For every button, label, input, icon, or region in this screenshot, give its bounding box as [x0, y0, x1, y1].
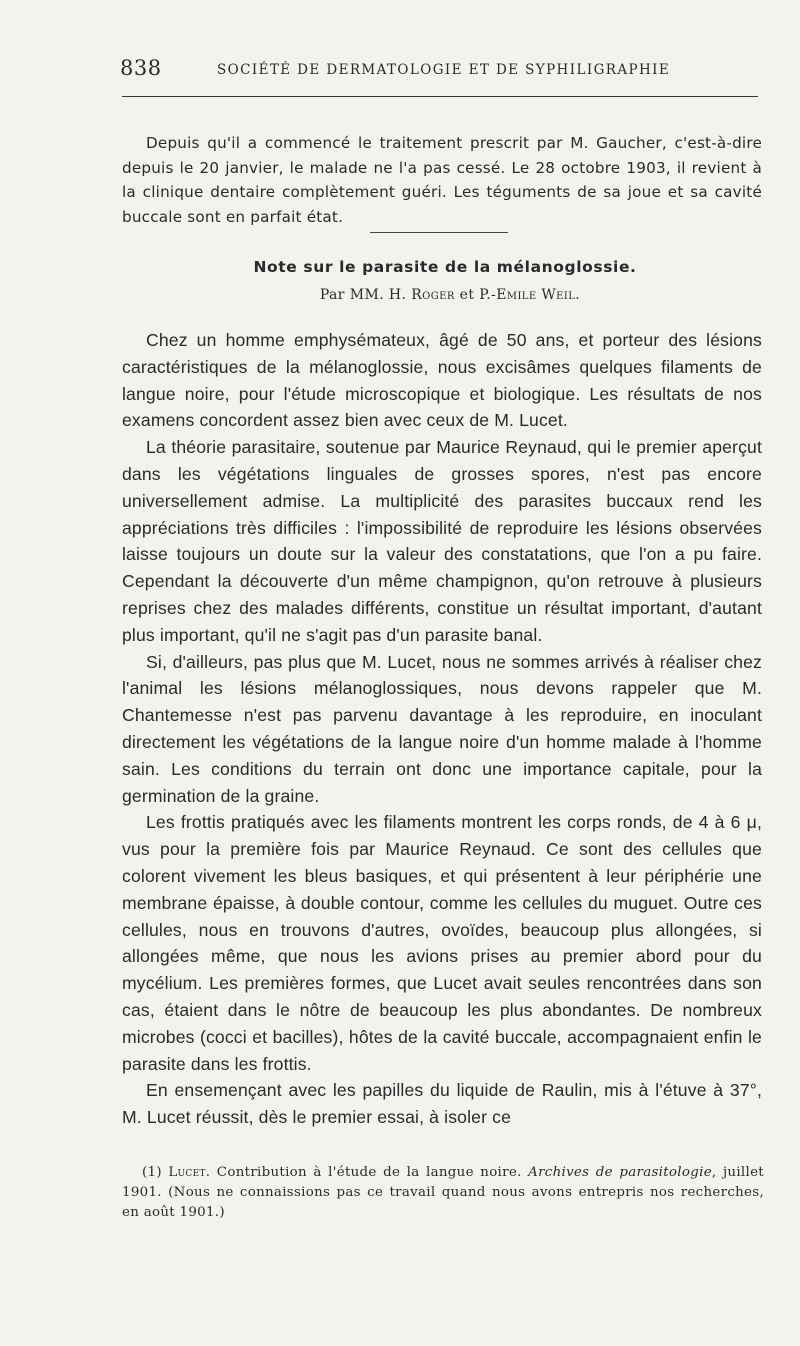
- running-title: SOCIÉTÉ DE DERMATOLOGIE ET DE SYPHILIGRAPHIE: [217, 62, 671, 78]
- footnote: [122, 1163, 764, 1223]
- article-body: [122, 327, 762, 1131]
- author-roger: Roger: [411, 287, 455, 303]
- footnote-journal: Archives de parasitologie: [528, 1165, 712, 1180]
- body-paragraph-4: Les frottis pratiqués avec les filaments montrent les corps ronds, de 4 à 6 μ, vus pour la première fois par Maurice Reynaud. Ce sont des cellules que colorent vivement les bleus basiques, et qui présentent à leur périphérie une membrane épaisse, à double contour, comme les cellules du muguet. Outre ces cellules, nous en trouvons d'autres, ovoïdes, beaucoup plus allongées, si allongées même, que nous les avions prises au premier abord pour du mycélium. Les premières formes, que Lucet avait seules rencontrées dans son cas, étaient dans le nôtre de beaucoup les plus abondantes. De nombreux microbes (cocci et bacilles), hôtes de la cavité buccale, accompagnaient enfin le parasite dans les frottis.: [122, 812, 762, 1074]
- authors-mid: et P.-: [459, 287, 497, 303]
- footnote-author: Lucet: [168, 1165, 206, 1180]
- header-rule: [122, 96, 758, 97]
- body-paragraph-2: La théorie parasitaire, soutenue par Maurice Reynaud, qui le premier aperçut dans les végétations linguales de grosses spores, n'est pas encore universellement admise. La multiplicité des parasites buccaux rend les appréciations très difficiles : l'impossibilité de reproduire les lésions observées laisse toujours un doute sur la valeur des constatations, que l'on a pu faire. Cependant la découverte d'un même champignon, qu'on retrouve à plusieurs reprises chez des malades différents, constitue un résultat important, d'autant plus important, qu'il ne s'agit pas d'un parasite banal.: [122, 437, 762, 645]
- article-authors: [0, 287, 800, 303]
- body-paragraph-1: Chez un homme emphysémateux, âgé de 50 ans, et porteur des lésions caractéristiques de la mélanoglossie, nous excisâmes quelques filaments de langue noire, pour l'étude microscopique et biologique. Les résultats de nos examens concordent assez bien avec ceux de M. Lucet.: [122, 330, 762, 431]
- footnote-text: [122, 1163, 764, 1223]
- page-header: [120, 56, 760, 88]
- article-title: Note sur le parasite de la mélanoglossie.: [253, 258, 637, 276]
- footnote-text-a: . Contribution à l'étude de la langue noire.: [205, 1165, 529, 1180]
- authors-prefix: Par MM. H.: [319, 287, 407, 303]
- intro-paragraph: Depuis qu'il a commencé le traitement prescrit par M. Gaucher, c'est-à-dire depuis le 20 janvier, le malade ne l'a pas cessé. Le 28 octobre 1903, il revient à la clinique dentaire complètement guéri. Les téguments de sa joue et sa cavité buccale sont en parfait état.: [122, 134, 762, 226]
- authors-suffix: .: [575, 287, 581, 303]
- page-number: 838: [120, 56, 162, 80]
- section-divider: [370, 232, 508, 233]
- body-paragraph-5: En ensemençant avec les papilles du liquide de Raulin, mis à l'étuve à 37°, M. Lucet réussit, dès le premier essai, à isoler ce: [122, 1080, 762, 1128]
- footnote-number: (1): [142, 1165, 162, 1180]
- author-weil: Emile Weil: [496, 287, 576, 303]
- body-paragraph-3: Si, d'ailleurs, pas plus que M. Lucet, nous ne sommes arrivés à réaliser chez l'animal les lésions mélanoglossiques, nous devons rappeler que M. Chantemesse n'est pas parvenu davantage à les reproduire, en inoculant directement les végétations de la langue noire d'un homme malade à l'homme sain. Les conditions du terrain ont donc une importance capitale, pour la germination de la graine.: [122, 651, 762, 806]
- footnote-text-b: , juillet 1901. (Nous ne connaissions pas ce travail quand nous avons entrepris nos recherches, en août 1901.): [122, 1165, 764, 1220]
